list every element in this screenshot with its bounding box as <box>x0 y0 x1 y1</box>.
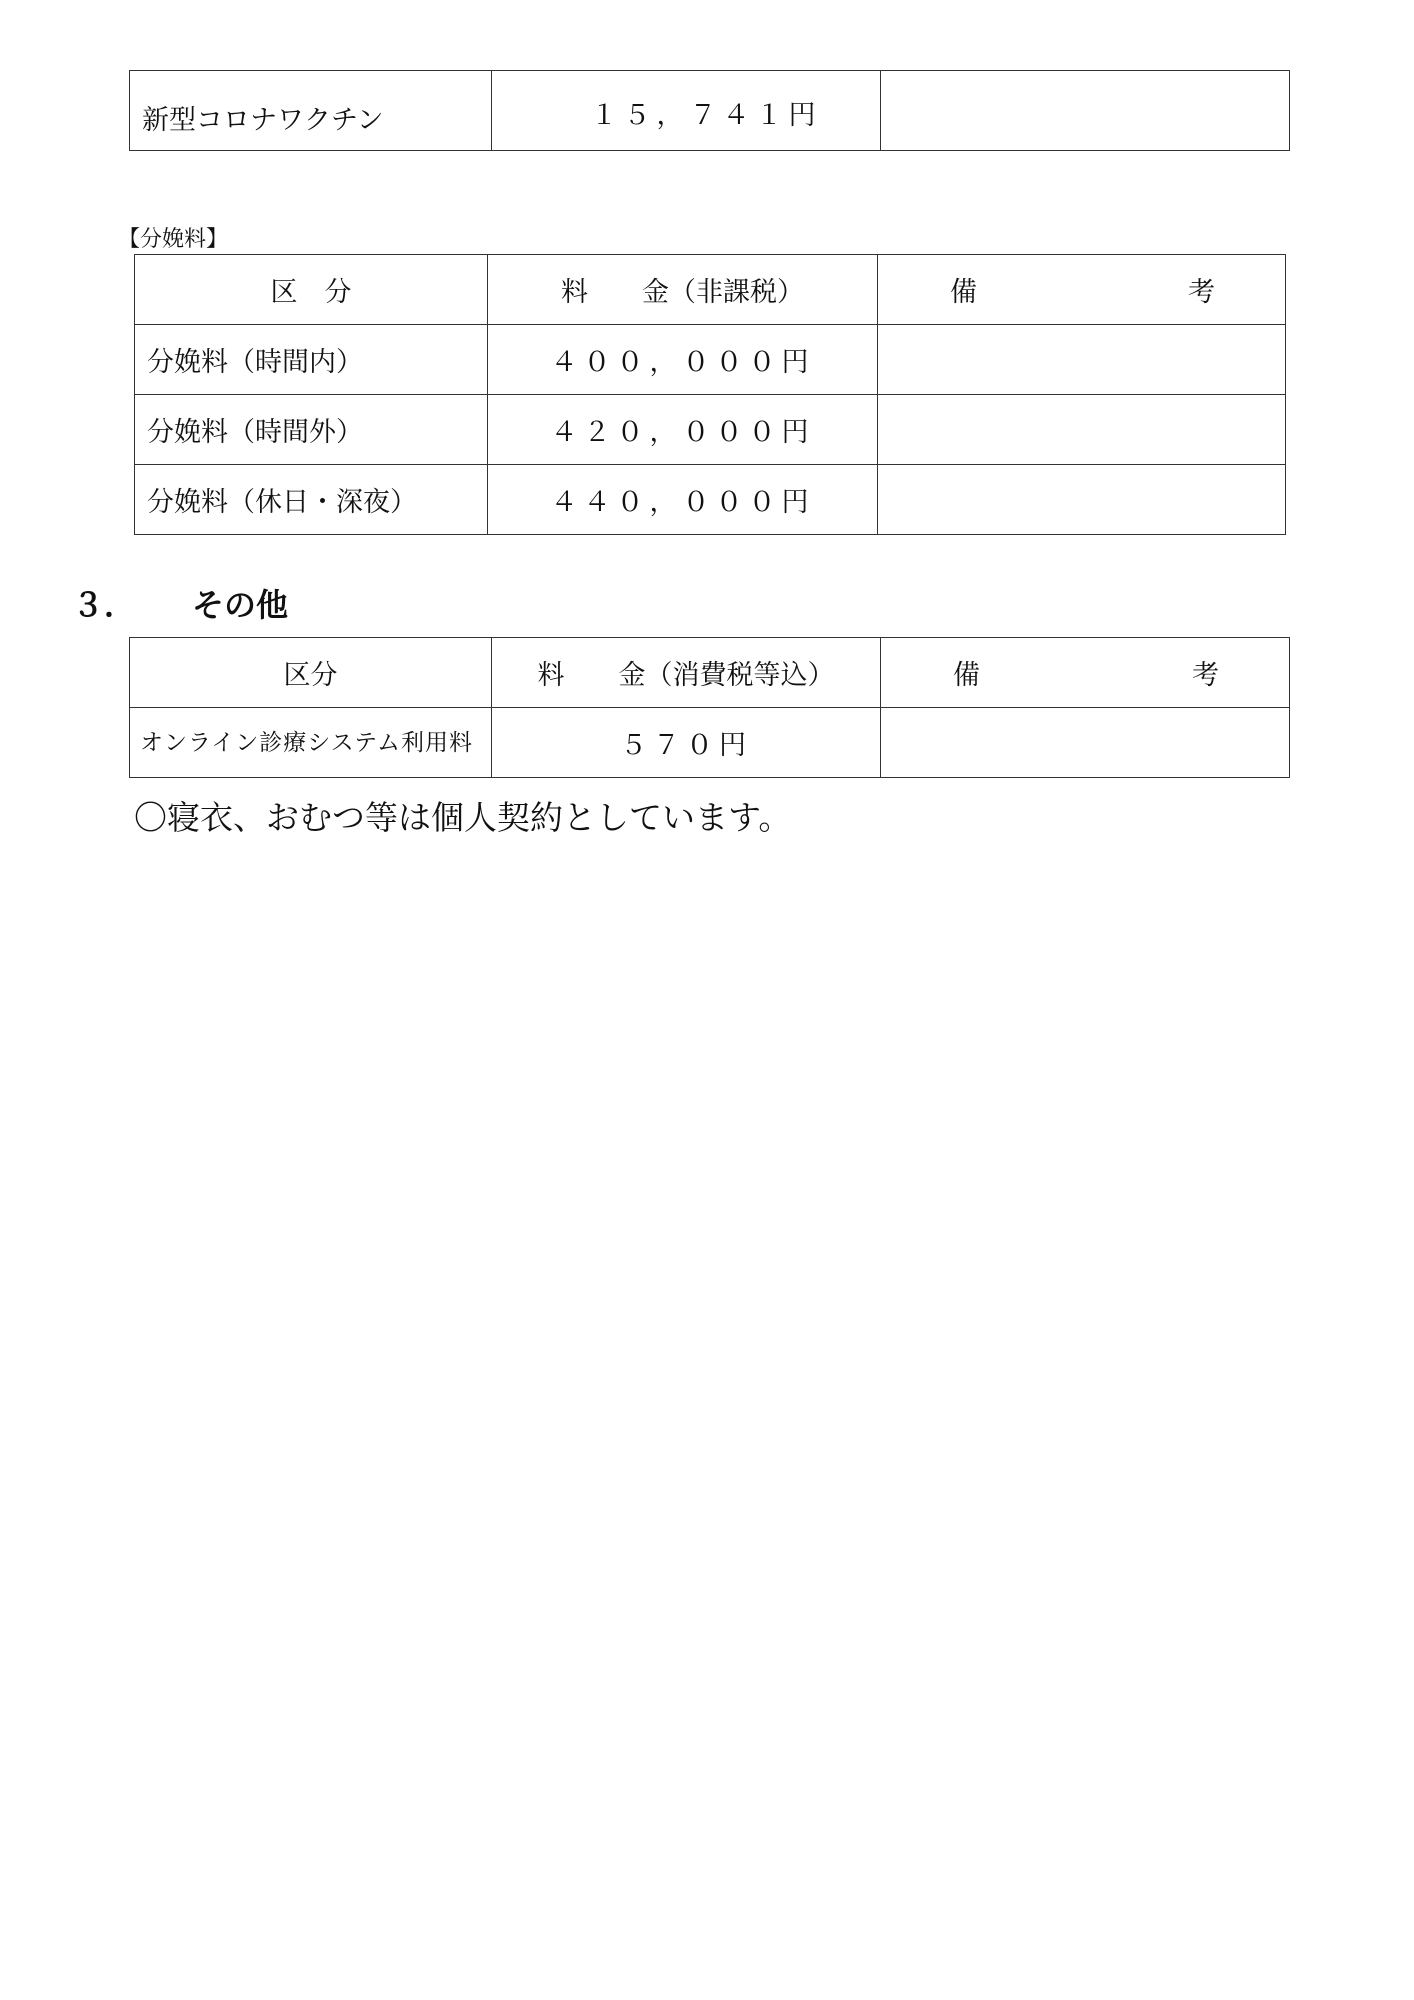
header-note-b: 考 <box>1188 277 1215 308</box>
table-header-row <box>130 638 1290 708</box>
vaccine-label: 新型コロナワクチン <box>130 71 492 151</box>
other-table <box>129 637 1290 778</box>
table-row <box>135 395 1286 465</box>
row-amount: ５７０円 <box>492 708 881 778</box>
table-row <box>135 465 1286 535</box>
vaccine-table <box>129 70 1290 151</box>
vaccine-note <box>881 71 1290 151</box>
section-title: その他 <box>192 586 289 624</box>
delivery-caption: 【分娩料】 <box>118 227 229 252</box>
header-category: 区分 <box>130 638 492 708</box>
row-label: オンライン診療システム利用料 <box>130 708 492 778</box>
delivery-table <box>134 254 1286 535</box>
row-note <box>878 325 1286 395</box>
row-amount: ４２０，０００円 <box>488 395 878 465</box>
section-heading <box>72 580 288 626</box>
row-label: 分娩料（時間外） <box>135 395 488 465</box>
header-note-b: 考 <box>1192 660 1219 691</box>
table-row <box>130 71 1290 151</box>
header-note-a: 備 <box>950 277 977 308</box>
header-note <box>878 255 1286 325</box>
row-label: 分娩料（時間内） <box>135 325 488 395</box>
row-amount: ４００，０００円 <box>488 325 878 395</box>
section-number: ３． <box>72 586 137 624</box>
row-note <box>881 708 1290 778</box>
row-label: 分娩料（休日・深夜） <box>135 465 488 535</box>
header-category: 区 分 <box>135 255 488 325</box>
table-row <box>135 325 1286 395</box>
header-note-a: 備 <box>953 660 980 691</box>
table-header-row <box>135 255 1286 325</box>
header-fee: 料 金（消費税等込） <box>492 638 881 708</box>
vaccine-amount: １５，７４１円 <box>492 71 881 151</box>
header-note <box>881 638 1290 708</box>
table-row <box>130 708 1290 778</box>
row-amount: ４４０，０００円 <box>488 465 878 535</box>
row-note <box>878 465 1286 535</box>
header-fee: 料 金（非課税） <box>488 255 878 325</box>
remark-text: 〇寝衣、おむつ等は個人契約としています。 <box>134 798 792 837</box>
row-note <box>878 395 1286 465</box>
